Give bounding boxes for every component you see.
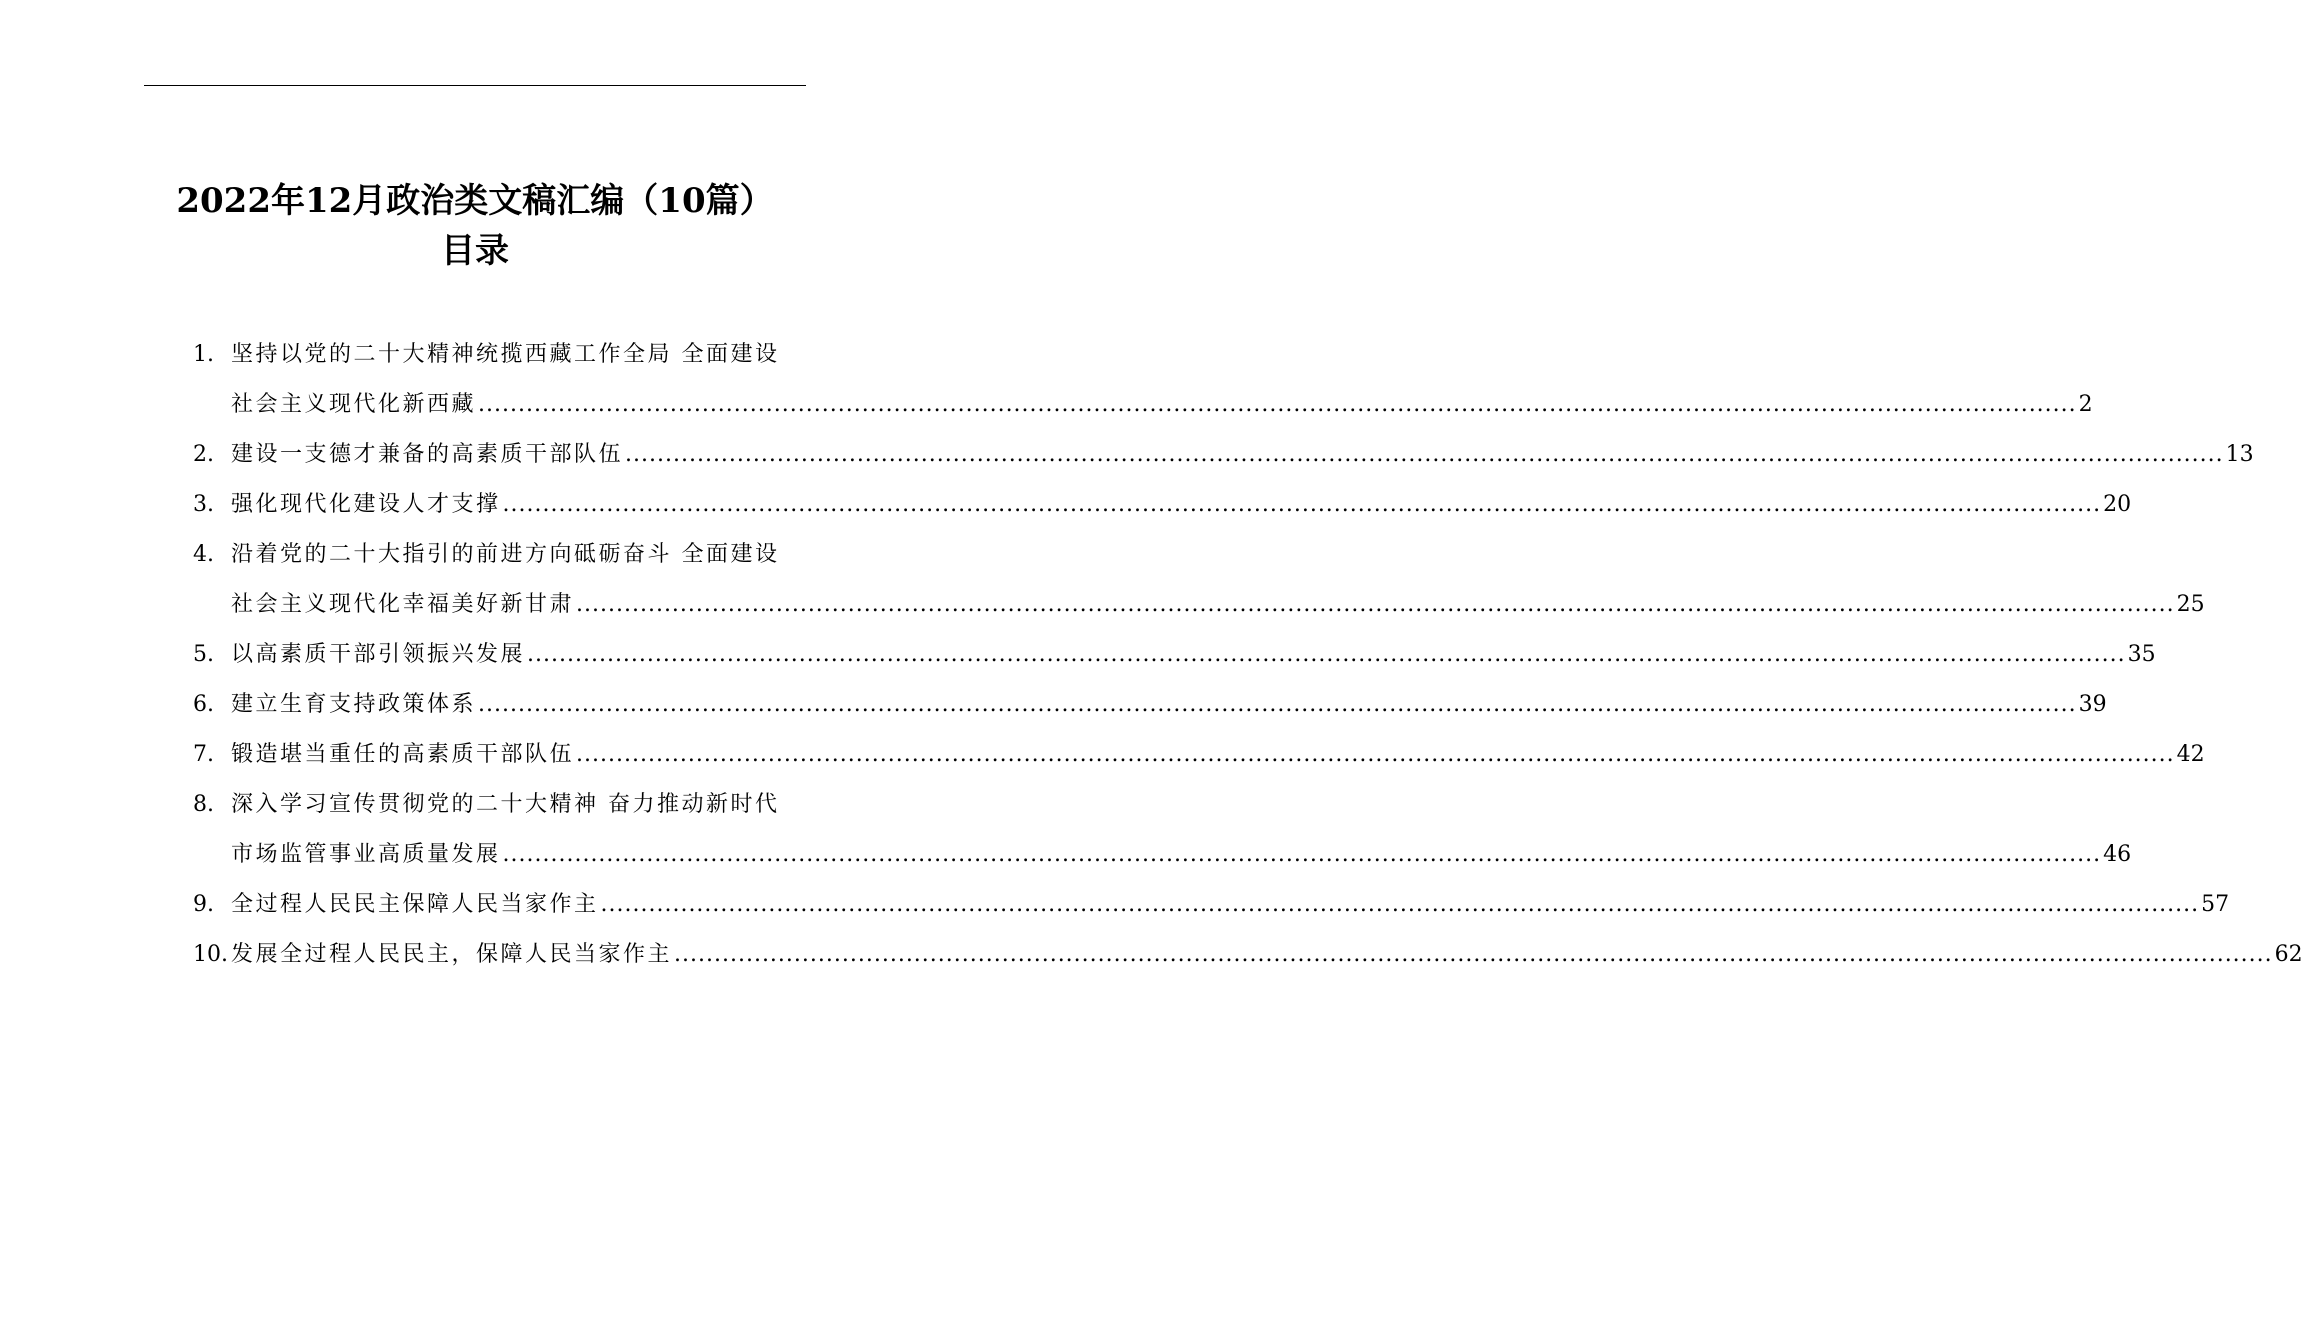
toc-entry-number: 10. <box>193 942 228 967</box>
toc-entry-line <box>193 480 2132 530</box>
toc-entry-title: 坚持以党的二十大精神统揽西藏工作全局 全面建设 <box>231 342 780 367</box>
toc-dot-leader: ........................................................................................................................................................................................................ <box>576 592 2175 617</box>
toc-entry <box>193 630 2156 680</box>
header-rule <box>144 85 806 86</box>
toc-page-number: 62 <box>2274 942 2303 967</box>
toc-entry-title: 深入学习宣传贯彻党的二十大精神 奋力推动新时代 <box>231 792 780 817</box>
toc-entry <box>193 730 2205 780</box>
toc-entry-number: 5. <box>193 642 214 667</box>
toc-page-number: 39 <box>2078 692 2107 717</box>
toc-entry-line <box>193 380 2093 430</box>
toc-entry-line <box>193 780 806 830</box>
toc-page-number: 2 <box>2078 392 2093 417</box>
toc-page-number: 35 <box>2127 642 2156 667</box>
toc-dot-leader: ........................................................................................................................................................................................................ <box>625 442 2224 467</box>
toc-entry <box>193 880 2230 930</box>
toc-entry <box>193 430 2254 480</box>
toc-entry-title: 全过程人民民主保障人民当家作主 <box>231 892 599 917</box>
toc-entry-line <box>193 580 2205 630</box>
toc-dot-leader: ........................................................................................................................................................................................................ <box>502 842 2102 867</box>
toc-dot-leader: ........................................................................................................................................................................................................ <box>600 892 2200 917</box>
toc-entry-title: 沿着党的二十大指引的前进方向砥砺奋斗 全面建设 <box>231 542 780 567</box>
toc-entry-number: 1. <box>193 342 214 367</box>
toc-entry-line <box>193 880 2230 930</box>
toc-dot-leader: ........................................................................................................................................................................................................ <box>478 392 2077 417</box>
toc-entry-number: 7. <box>193 742 214 767</box>
toc-entry-number: 4. <box>193 542 214 567</box>
toc-page-number: 57 <box>2201 892 2230 917</box>
toc-page-number: 20 <box>2103 492 2132 517</box>
toc-entry-number: 2. <box>193 442 214 467</box>
toc-entry-line <box>193 930 2303 980</box>
toc-entry-line <box>193 630 2156 680</box>
toc-page-number: 25 <box>2176 592 2205 617</box>
toc-dot-leader: ........................................................................................................................................................................................................ <box>674 942 2273 967</box>
toc-entry-line <box>193 830 2132 880</box>
toc-entry-title: 强化现代化建设人才支撑 <box>231 492 501 517</box>
toc-entry-line <box>193 530 806 580</box>
toc-dot-leader: ........................................................................................................................................................................................................ <box>527 642 2126 667</box>
toc-entry <box>193 930 2303 980</box>
toc-entry-title: 社会主义现代化新西藏 <box>231 392 477 417</box>
toc-dot-leader: ........................................................................................................................................................................................................ <box>576 742 2175 767</box>
toc-entry-number: 9. <box>193 892 214 917</box>
toc-dot-leader: ........................................................................................................................................................................................................ <box>478 692 2077 717</box>
toc-entry-title: 建设一支德才兼备的高素质干部队伍 <box>231 442 624 467</box>
toc-entry-number: 6. <box>193 692 214 717</box>
toc-entry-line <box>193 330 806 380</box>
document-subtitle: 目录 <box>441 231 509 271</box>
toc-entry-number: 3. <box>193 492 214 517</box>
toc-entry-number: 8. <box>193 792 214 817</box>
toc-entry-title: 建立生育支持政策体系 <box>231 692 477 717</box>
toc-entry-title: 发展全过程人民民主，保障人民当家作主 <box>231 942 673 967</box>
toc-page-number: 13 <box>2225 442 2254 467</box>
toc-entry <box>193 680 2107 730</box>
toc-entry-line <box>193 730 2205 780</box>
toc-entry-line <box>193 430 2254 480</box>
toc-entry <box>193 780 2132 880</box>
toc-dot-leader: ........................................................................................................................................................................................................ <box>502 492 2102 517</box>
toc-entry-title: 以高素质干部引领振兴发展 <box>231 642 526 667</box>
table-of-contents <box>193 330 2303 980</box>
toc-entry-title: 市场监管事业高质量发展 <box>231 842 501 867</box>
toc-page-number: 46 <box>2103 842 2132 867</box>
toc-entry-title: 社会主义现代化幸福美好新甘肃 <box>231 592 575 617</box>
toc-entry <box>193 530 2205 630</box>
toc-entry-title: 锻造堪当重任的高素质干部队伍 <box>231 742 575 767</box>
toc-entry-line <box>193 680 2107 730</box>
toc-entry <box>193 480 2132 530</box>
toc-entry <box>193 330 2093 430</box>
document-title: 2022年12月政治类文稿汇编（10篇） <box>176 181 774 221</box>
toc-page-number: 42 <box>2176 742 2205 767</box>
